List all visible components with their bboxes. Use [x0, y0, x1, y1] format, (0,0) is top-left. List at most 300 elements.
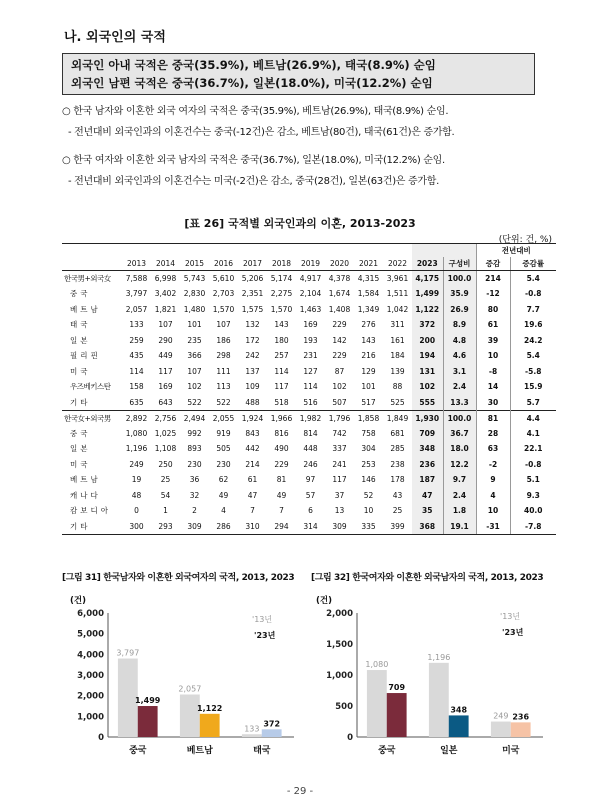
paragraph-1: ○ 한국 남자와 이혼한 외국 여자의 국적은 중국(35.9%), 베트남(26.9%), 태국(8.9%) 순임.: [62, 106, 449, 117]
header-year: 2018: [267, 257, 296, 271]
cell-value: 311: [390, 320, 405, 330]
cell-diff: 80: [476, 302, 510, 318]
cell-rate: 4.1: [510, 426, 556, 442]
cell-value: 114: [303, 382, 318, 392]
cell-value: 1,511: [386, 289, 409, 299]
y-tick-label: 500: [335, 702, 353, 712]
bar-2013: [242, 734, 262, 737]
cell-diff: -8: [476, 364, 510, 380]
x-category-label: 중국: [129, 746, 147, 756]
cell-value: 1,966: [267, 410, 296, 426]
cell-value: 230: [187, 459, 202, 469]
cell-2023: 709: [412, 426, 443, 442]
cell-share: 13.3: [443, 395, 476, 411]
cell-value: 5,206: [238, 271, 267, 287]
data-label: 348: [450, 705, 468, 715]
table-row: [62, 457, 556, 473]
cell-value: 143: [361, 335, 376, 345]
cell-value: 129: [361, 366, 376, 376]
row-label: 미국: [70, 366, 91, 376]
table-unit: (단위: 건, %): [498, 235, 552, 245]
cell-value: 3,797: [125, 289, 148, 299]
bar-2023: [262, 729, 282, 737]
cell-value: 1,584: [357, 289, 380, 299]
cell-value: 286: [209, 519, 238, 535]
cell-value: 1,849: [383, 410, 412, 426]
cell-value: 294: [267, 519, 296, 535]
x-category-label: 태국: [253, 746, 271, 756]
page-number: - 29 -: [286, 786, 314, 797]
row-label: 한국女+외국男: [62, 410, 122, 426]
header-year: 2017: [238, 257, 267, 271]
bar-2013: [491, 722, 511, 737]
cell-value: 4,917: [296, 271, 325, 287]
cell-value: 48: [131, 490, 142, 500]
cell-rate: 24.2: [510, 333, 556, 349]
cell-value: 814: [303, 428, 318, 438]
cell-value: 178: [390, 475, 405, 485]
table-row: [62, 348, 556, 364]
cell-value: 117: [274, 382, 289, 392]
bar-2023: [200, 714, 220, 737]
summary-box: [62, 53, 535, 95]
header-label: [62, 257, 122, 271]
cell-rate: 22.1: [510, 441, 556, 457]
y-tick-label: 0: [347, 733, 353, 743]
cell-value: 193: [303, 335, 318, 345]
cell-2023: 236: [412, 457, 443, 473]
figure-32-unit: (건): [316, 596, 332, 606]
paragraph-4: - 전년대비 외국인과의 이혼건수는 미국(-2건)은 감소, 중국(28건), 일본(63건)은 증가함.: [68, 176, 440, 187]
cell-value: 37: [334, 490, 345, 500]
row-label: 중국: [70, 428, 91, 438]
cell-value: 1,108: [154, 444, 177, 454]
cell-value: 298: [216, 351, 231, 361]
cell-value: 7: [279, 506, 284, 516]
row-label: 태국: [70, 320, 91, 330]
cell-value: 758: [361, 428, 376, 438]
cell-diff: -31: [476, 519, 510, 535]
paragraph-2: - 전년대비 외국인과의 이혼건수는 중국(-12건)은 감소, 베트남(80건), 태국(61건)은 증가함.: [68, 127, 455, 138]
cell-value: 133: [129, 320, 144, 330]
cell-share: 4.6: [443, 348, 476, 364]
cell-value: 139: [390, 366, 405, 376]
cell-value: 300: [122, 519, 151, 535]
cell-rate: 9.3: [510, 488, 556, 504]
cell-value: 57: [305, 490, 316, 500]
header-diff: 증감: [476, 257, 510, 271]
cell-diff: 63: [476, 441, 510, 457]
cell-value: 816: [274, 428, 289, 438]
cell-value: 161: [390, 335, 405, 345]
row-label: 우즈베키스탄: [70, 382, 111, 392]
cell-value: 102: [187, 382, 202, 392]
cell-value: 314: [296, 519, 325, 535]
cell-value: 19: [131, 475, 142, 485]
cell-value: 442: [245, 444, 260, 454]
y-tick-label: 2,000: [326, 609, 353, 619]
cell-value: 0: [134, 506, 139, 516]
cell-value: 36: [189, 475, 200, 485]
summary-line-1: 외국인 아내 국적은 중국(35.9%), 베트남(26.9%), 태국(8.9%) 순임: [71, 58, 436, 72]
row-label: 기타: [62, 519, 122, 535]
cell-value: 117: [332, 475, 347, 485]
data-label: 249: [493, 711, 509, 721]
cell-rate: -0.8: [510, 457, 556, 473]
cell-value: 114: [129, 366, 144, 376]
cell-value: 290: [158, 335, 173, 345]
cell-value: 1,924: [238, 410, 267, 426]
table-row: [62, 488, 556, 504]
cell-value: 522: [216, 397, 231, 407]
x-category-label: 중국: [378, 746, 396, 756]
cell-value: 235: [187, 335, 202, 345]
cell-value: 2,057: [125, 304, 148, 314]
cell-value: 54: [160, 490, 171, 500]
cell-rate: 4.4: [510, 410, 556, 426]
cell-value: 47: [247, 490, 258, 500]
cell-value: 6: [308, 506, 313, 516]
cell-2023: 35: [412, 503, 443, 519]
legend-2013-fig32: '13년: [500, 612, 521, 621]
cell-value: 635: [129, 397, 144, 407]
y-tick-label: 1,000: [77, 712, 104, 723]
cell-2023: 4,175: [412, 271, 443, 287]
header-change: 전년대비: [476, 244, 556, 257]
cell-2023: 187: [412, 472, 443, 488]
cell-value: 337: [332, 444, 347, 454]
cell-2023: 1,499: [412, 286, 443, 302]
cell-value: 992: [187, 428, 202, 438]
cell-value: 1,570: [212, 304, 235, 314]
x-category-label: 미국: [502, 746, 520, 756]
row-label: 일본: [70, 444, 91, 454]
cell-value: 893: [187, 444, 202, 454]
cell-value: 49: [276, 490, 287, 500]
cell-value: 399: [383, 519, 412, 535]
cell-diff: 9: [476, 472, 510, 488]
row-label: 베트남: [70, 475, 101, 485]
cell-value: 61: [247, 475, 258, 485]
cell-value: 214: [245, 459, 260, 469]
table-row: [62, 364, 556, 380]
cell-value: 180: [274, 335, 289, 345]
cell-2023: 348: [412, 441, 443, 457]
cell-share: 9.7: [443, 472, 476, 488]
cell-value: 742: [332, 428, 347, 438]
cell-diff: 39: [476, 333, 510, 349]
cell-value: 1,463: [299, 304, 322, 314]
row-label: 베트남: [70, 304, 101, 314]
cell-rate: 5.7: [510, 395, 556, 411]
cell-value: 169: [158, 382, 173, 392]
cell-share: 26.9: [443, 302, 476, 318]
bar-2023: [511, 722, 531, 737]
cell-value: 3,961: [383, 271, 412, 287]
cell-rate: 5.4: [510, 271, 556, 287]
cell-value: 49: [218, 490, 229, 500]
cell-value: 107: [158, 320, 173, 330]
cell-value: 238: [390, 459, 405, 469]
cell-value: 142: [332, 335, 347, 345]
cell-value: 229: [332, 320, 347, 330]
cell-value: 2,275: [270, 289, 293, 299]
cell-value: 516: [303, 397, 318, 407]
cell-diff: 4: [476, 488, 510, 504]
cell-value: 6,998: [151, 271, 180, 287]
cell-share: 2.4: [443, 379, 476, 395]
cell-value: 2,055: [209, 410, 238, 426]
cell-value: 4,378: [325, 271, 354, 287]
cell-value: 1,570: [270, 304, 293, 314]
cell-rate: 15.9: [510, 379, 556, 395]
cell-rate: -0.8: [510, 286, 556, 302]
cell-share: 2.4: [443, 488, 476, 504]
cell-share: 12.2: [443, 457, 476, 473]
cell-rate: -7.8: [510, 519, 556, 535]
table-row: [62, 286, 556, 302]
table-row: [62, 271, 556, 287]
cell-value: 1,821: [154, 304, 177, 314]
cell-value: 10: [363, 506, 374, 516]
cell-value: 1: [163, 506, 168, 516]
cell-value: 490: [274, 444, 289, 454]
cell-value: 681: [390, 428, 405, 438]
cell-value: 132: [245, 320, 260, 330]
data-label: 1,196: [427, 652, 451, 662]
row-label: 중국: [70, 289, 91, 299]
cell-value: 107: [216, 320, 231, 330]
cell-value: 1,982: [296, 410, 325, 426]
x-category-label: 베트남: [186, 746, 213, 756]
bar-2013: [367, 670, 387, 737]
cell-share: 36.7: [443, 426, 476, 442]
cell-value: 97: [305, 475, 316, 485]
cell-diff: 30: [476, 395, 510, 411]
cell-value: 5,610: [209, 271, 238, 287]
row-label: 한국男+외국女: [62, 271, 122, 287]
cell-value: 52: [363, 490, 374, 500]
cell-value: 114: [274, 366, 289, 376]
x-category-label: 일본: [440, 746, 458, 756]
row-label: 기타: [70, 397, 91, 407]
table-row: [62, 395, 556, 411]
cell-value: 1,196: [125, 444, 148, 454]
cell-value: 229: [332, 351, 347, 361]
data-label: 236: [512, 712, 530, 722]
header-year: 2014: [151, 257, 180, 271]
cell-diff: -2: [476, 457, 510, 473]
cell-value: 111: [216, 366, 231, 376]
cell-share: 19.1: [443, 519, 476, 535]
header-year: 2022: [383, 257, 412, 271]
cell-value: 1,042: [386, 304, 409, 314]
bar-2023: [138, 706, 158, 737]
cell-value: 117: [158, 366, 173, 376]
cell-share: 8.9: [443, 317, 476, 333]
cell-value: 309: [180, 519, 209, 535]
cell-value: 5,174: [267, 271, 296, 287]
figure-31-unit: (건): [70, 596, 86, 606]
cell-value: 102: [332, 382, 347, 392]
cell-value: 109: [245, 382, 260, 392]
cell-value: 448: [303, 444, 318, 454]
cell-value: 5,743: [180, 271, 209, 287]
cell-value: 505: [216, 444, 231, 454]
table-row: [62, 426, 556, 442]
cell-value: 2,351: [241, 289, 264, 299]
cell-value: 230: [216, 459, 231, 469]
cell-diff: 81: [476, 410, 510, 426]
cell-share: 1.8: [443, 503, 476, 519]
cell-share: 3.1: [443, 364, 476, 380]
cell-value: 3,402: [154, 289, 177, 299]
data-label: 1,080: [365, 660, 389, 670]
header-year: 2015: [180, 257, 209, 271]
cell-value: 259: [129, 335, 144, 345]
cell-rate: 5.4: [510, 348, 556, 364]
header-year: 2023: [412, 257, 443, 271]
cell-rate: 7.7: [510, 302, 556, 318]
y-tick-label: 1,000: [326, 671, 353, 681]
data-label: 3,797: [116, 648, 140, 658]
y-tick-label: 0: [98, 733, 104, 743]
cell-value: 507: [332, 397, 347, 407]
cell-value: 1,025: [154, 428, 177, 438]
cell-share: 100.0: [443, 410, 476, 426]
y-tick-label: 2,000: [77, 691, 104, 702]
cell-value: 253: [361, 459, 376, 469]
row-label: 미국: [70, 459, 91, 469]
legend-2013-fig31: '13년: [252, 615, 273, 624]
header-year: 2016: [209, 257, 238, 271]
cell-value: 1,575: [241, 304, 264, 314]
data-label: 1,499: [135, 696, 161, 706]
cell-value: 2,703: [212, 289, 235, 299]
table-row: [62, 441, 556, 457]
y-tick-label: 5,000: [77, 629, 104, 640]
cell-value: 522: [187, 397, 202, 407]
table-row: [62, 472, 556, 488]
cell-value: 1,796: [325, 410, 354, 426]
cell-value: 13: [334, 506, 345, 516]
cell-value: 107: [187, 366, 202, 376]
y-tick-label: 1,500: [326, 640, 353, 650]
cell-diff: 214: [476, 271, 510, 287]
cell-value: 2,494: [180, 410, 209, 426]
cell-value: 242: [245, 351, 260, 361]
bar-2013: [429, 663, 449, 737]
cell-value: 241: [332, 459, 347, 469]
cell-value: 304: [361, 444, 376, 454]
cell-value: 843: [245, 428, 260, 438]
cell-value: 310: [238, 519, 267, 535]
cell-value: 137: [245, 366, 260, 376]
cell-value: 7: [250, 506, 255, 516]
cell-value: 7,588: [122, 271, 151, 287]
cell-value: 249: [129, 459, 144, 469]
cell-value: 2,756: [151, 410, 180, 426]
cell-value: 172: [245, 335, 260, 345]
cell-value: 62: [218, 475, 229, 485]
cell-value: 81: [276, 475, 287, 485]
table-title: [표 26] 국적별 외국인과의 이혼, 2013-2023: [184, 217, 416, 230]
table-row: [62, 333, 556, 349]
legend-2023-fig32: '23년: [502, 628, 524, 637]
cell-value: 25: [392, 506, 403, 516]
legend-2023-fig31: '23년: [254, 631, 276, 640]
table-row: [62, 503, 556, 519]
cell-value: 186: [216, 335, 231, 345]
cell-value: 1,080: [125, 428, 148, 438]
cell-rate: 40.0: [510, 503, 556, 519]
data-label: 372: [263, 719, 281, 729]
cell-2023: 555: [412, 395, 443, 411]
cell-value: 285: [390, 444, 405, 454]
cell-value: 4: [221, 506, 226, 516]
chart-figure-31: [62, 605, 302, 765]
cell-value: 101: [361, 382, 376, 392]
figure-32-caption: [그림 32] 한국여자와 이혼한 외국남자의 국적, 2013, 2023: [311, 573, 544, 583]
cell-value: 113: [216, 382, 231, 392]
divorce-nationality-table: [62, 243, 556, 535]
summary-line-2: 외국인 남편 국적은 중국(36.7%), 일본(18.0%), 미국(12.2%) 순임: [71, 76, 433, 90]
cell-2023: 102: [412, 379, 443, 395]
header-year: 2019: [296, 257, 325, 271]
cell-value: 2,892: [122, 410, 151, 426]
cell-value: 449: [158, 351, 173, 361]
cell-value: 32: [189, 490, 200, 500]
cell-value: 366: [187, 351, 202, 361]
header-share: 구성비: [443, 257, 476, 271]
cell-value: 250: [158, 459, 173, 469]
data-label: 133: [244, 724, 260, 734]
cell-share: 18.0: [443, 441, 476, 457]
cell-value: 146: [361, 475, 376, 485]
bar-2023: [449, 715, 469, 737]
table-row: [62, 317, 556, 333]
y-tick-label: 4,000: [77, 650, 104, 661]
cell-value: 293: [151, 519, 180, 535]
cell-diff: -12: [476, 286, 510, 302]
cell-2023: 131: [412, 364, 443, 380]
cell-2023: 372: [412, 317, 443, 333]
bar-2013: [180, 694, 200, 737]
cell-value: 2: [192, 506, 197, 516]
row-label: 일본: [70, 335, 91, 345]
header-year: 2021: [354, 257, 383, 271]
cell-value: 169: [303, 320, 318, 330]
cell-value: 643: [158, 397, 173, 407]
cell-value: 88: [392, 382, 403, 392]
row-label: 필리핀: [70, 351, 101, 361]
header-year: 2020: [325, 257, 354, 271]
y-tick-label: 6,000: [77, 609, 104, 619]
data-label: 709: [388, 683, 406, 693]
table-row: [62, 410, 556, 426]
cell-diff: 10: [476, 348, 510, 364]
table-row: [62, 302, 556, 318]
cell-value: 216: [361, 351, 376, 361]
cell-value: 4,315: [354, 271, 383, 287]
cell-value: 2,830: [183, 289, 206, 299]
cell-diff: 14: [476, 379, 510, 395]
data-label: 1,122: [197, 703, 223, 713]
cell-diff: 61: [476, 317, 510, 333]
cell-2023: 1,122: [412, 302, 443, 318]
table-row: [62, 519, 556, 535]
data-label: 2,057: [178, 684, 202, 694]
